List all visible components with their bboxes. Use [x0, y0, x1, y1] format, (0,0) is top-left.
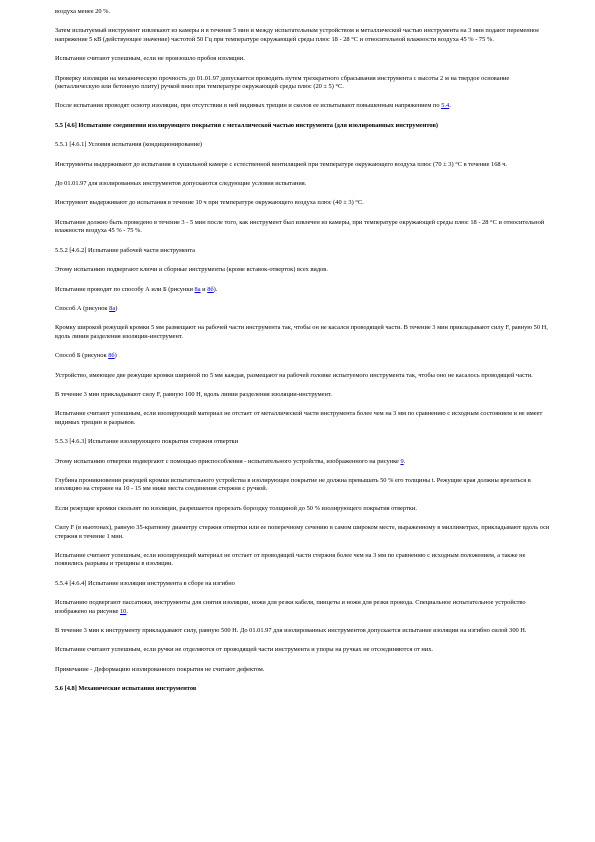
paragraph-text: Проверку изоляции на механическую прочность до 01.01.97 допускается проводить путем трехкратного сбрасывания инструмента с высоты 2 м на твердое основание (металлическую или бетонную плиту) ручкой вниз при температуре окружающей среды плюс (20 ± 5) °С.: [55, 74, 510, 91]
paragraph: [55, 286, 555, 294]
paragraph-text: ): [114, 352, 117, 360]
paragraph-text: Способ А (рисунок: [55, 304, 110, 312]
paragraph: [55, 352, 555, 360]
paragraph-text: Испытание считают успешным, если изолирующий материал не отстает от металлической части инструмента более чем на 3 мм по сравнению с исходным состоянием и не имеет видимых трещин и разрывов.: [55, 410, 543, 426]
paragraph: [55, 646, 555, 654]
paragraph: [55, 161, 555, 169]
paragraph-text: ).: [213, 285, 218, 293]
paragraph: [55, 219, 555, 236]
paragraph-text: В течение 3 мин прикладывают силу F, равную 100 Н, вдоль линии разделения изоляции-инструмент.: [55, 390, 332, 398]
paragraph: [55, 580, 555, 588]
cross-reference-link[interactable]: 9: [400, 457, 404, 465]
paragraph-text: Испытание считают успешным, если изолирующий материал не отстает от проводящей части стержня более чем на 3 мм по сравнению с исходным положением, а также не появились разрывы и трещины в изоляции.: [55, 552, 526, 568]
cross-reference-link[interactable]: 8б: [108, 352, 115, 360]
paragraph-text: Этому испытанию отвертки подвергают с помощью приспособления - испытательного устройства, изображенного на рисунке: [55, 457, 401, 465]
paragraph: [55, 599, 555, 616]
paragraph: [55, 627, 555, 635]
paragraph: [55, 438, 555, 446]
paragraph-text: Кромку широкой режущей кромки 5 мм размещают на рабочей части инструмента так, чтобы он не касался проводящей части. В течение 3 мин прикладывают силу F, равную 50 Н, вдоль линии разделения изоляции-инструмент.: [55, 324, 548, 340]
paragraph-text: Испытание считают успешным, если не произошло пробоя изоляции.: [55, 55, 245, 63]
paragraph-text: После испытания проводят осмотр изоляции, при отсутствии в ней видимых трещин и сколов ее испытывают повышенным напряжением по: [55, 102, 442, 110]
paragraph: [55, 410, 555, 427]
paragraph-text: Затем испытуемый инструмент извлекают из камеры и в течение 5 мин и между испытательным устройством и металлической частью инструмента на 3 мин подают переменное напряжение 5 кВ (действующее значение) частотой 50 Гц при температуре окружающей среды плюс 18 - 28 °С и относительной влажности воздуха 45 % - 75 %.: [55, 27, 540, 43]
paragraph-text: 5.5.4 [4.6.4] Испытание изоляции инструмента в сборе на изгибно: [55, 579, 235, 587]
paragraph: [55, 552, 555, 569]
paragraph: [55, 8, 555, 16]
paragraph-text: .: [449, 102, 451, 110]
paragraph: [55, 324, 555, 341]
paragraph: [55, 305, 555, 313]
paragraph: [55, 477, 555, 494]
paragraph-text: В течение 3 мин к инструменту прикладывают силу, равную 500 Н. До 01.01.97 для изолированных инструментов допускается испытание изоляции на изгибно силой 300 Н.: [55, 627, 527, 635]
paragraph: [55, 75, 555, 92]
cross-reference-link[interactable]: 8а: [194, 285, 201, 293]
paragraph-text: Испытанию подвергают пассатижи, инструменты для снятия изоляции, ножи для резки кабеля, пинцеты и ножи для резки провода. Специальное испытательное устройство изображено на рисунке: [55, 599, 526, 615]
paragraph-text: Способ Б (рисунок: [55, 352, 109, 360]
paragraph-text: Инструменты выдерживают до испытания в сушильной камере с естественной вентиляцией при температуре окружающего воздуха плюс (70 ± 3) °С в течение 168 ч.: [55, 160, 508, 168]
paragraph: [55, 505, 555, 513]
paragraph-text: воздуха менее 20 %.: [55, 8, 111, 15]
paragraph-text: 5.5 [4.6] Испытание соединения изолирующего покрытия с металлической частью инструмента (для изолированных инструментов): [55, 121, 439, 129]
paragraph-text: .: [126, 607, 128, 615]
paragraph: [55, 102, 555, 110]
paragraph-text: Испытание считают успешным, если ручки не отделяются от проводящей части инструмента и упоры на ручках не отсоединяются от них.: [55, 646, 434, 654]
section-heading: [55, 122, 555, 130]
paragraph-text: 5.6 [4.8] Механические испытания инструментов: [55, 685, 197, 693]
cross-reference-link[interactable]: 8а: [109, 304, 116, 312]
paragraph-text: До 01.01.97 для изолированных инструментов допускаются следующие условия испытания.: [55, 180, 307, 188]
paragraph-text: Этому испытанию подвергают ключи и сборные инструменты (кроме вставок-отверток) всех видов.: [55, 266, 328, 274]
paragraph: [55, 391, 555, 399]
section-heading: [55, 685, 555, 693]
paragraph: [55, 266, 555, 274]
paragraph-text: Инструмент выдерживают до испытания в течение 10 ч при температуре окружающего воздуха плюс (40 ± 3) °С.: [55, 199, 364, 207]
cross-reference-link[interactable]: 5.4: [441, 102, 450, 110]
paragraph-text: .: [403, 457, 406, 465]
paragraph-text: Примечание - Деформацию изолированного покрытия не считают дефектом.: [55, 665, 265, 673]
paragraph-text: 5.5.3 [4.6.3] Испытание изолирующего покрытия стержня отвертки: [55, 438, 239, 446]
paragraph-text: Если режущие кромки скользят по изоляции, разрешается прорезать бороздку толщиной до 50 % изолирующего покрытия отвертки.: [55, 504, 417, 512]
paragraph-text: 5.5.1 [4.6.1] Условия испытания (кондиционирование): [55, 141, 203, 149]
paragraph-text: Испытание должно быть проведено в течение 3 - 5 мин после того, как инструмент был извлечен из камеры, при температуре окружающей среды плюс 18 - 28 °С и относительной влажности воздуха 45 % - 75 %.: [55, 218, 545, 235]
paragraph-text: Глубина проникновения режущей кромки испытательного устройства в изолирующее покрытие не должна превышать 50 % его толщины t. Режущие края должны врезаться в изоляцию на стержне на 10 - 15 мм ниже места соединения стержня с ручкой.: [55, 476, 531, 493]
paragraph-text: Силу F (в ньютонах), равную 35-кратному диаметру стержня отвертки или ее поперечному сечению в самом широком месте, выраженному в миллиметрах, прикладывают вдоль оси стержня в течение 1 мин.: [55, 524, 550, 540]
paragraph: [55, 247, 555, 255]
cross-reference-link[interactable]: 8б: [207, 285, 214, 293]
paragraph-text: 5.5.2 [4.6.2] Испытание рабочей части инструмента: [55, 246, 196, 254]
paragraph-text: Испытание проводят по способу А или Б (рисунки: [55, 285, 195, 293]
paragraph-text: ): [115, 304, 118, 312]
paragraph: [55, 180, 555, 188]
paragraph: [55, 27, 555, 44]
paragraph: [55, 199, 555, 207]
paragraph: [55, 372, 555, 380]
paragraph: [55, 55, 555, 63]
paragraph-text: и: [200, 285, 208, 293]
paragraph: [55, 666, 555, 674]
paragraph: [55, 141, 555, 149]
paragraph: [55, 524, 555, 541]
paragraph: [55, 458, 555, 466]
paragraph-text: Устройство, имеющее две режущие кромки шириной по 5 мм каждая, размещают на рабочей головке испытуемого инструмента так, чтобы оно не касалось проводящей части.: [55, 371, 533, 379]
cross-reference-link[interactable]: 10: [119, 607, 127, 615]
